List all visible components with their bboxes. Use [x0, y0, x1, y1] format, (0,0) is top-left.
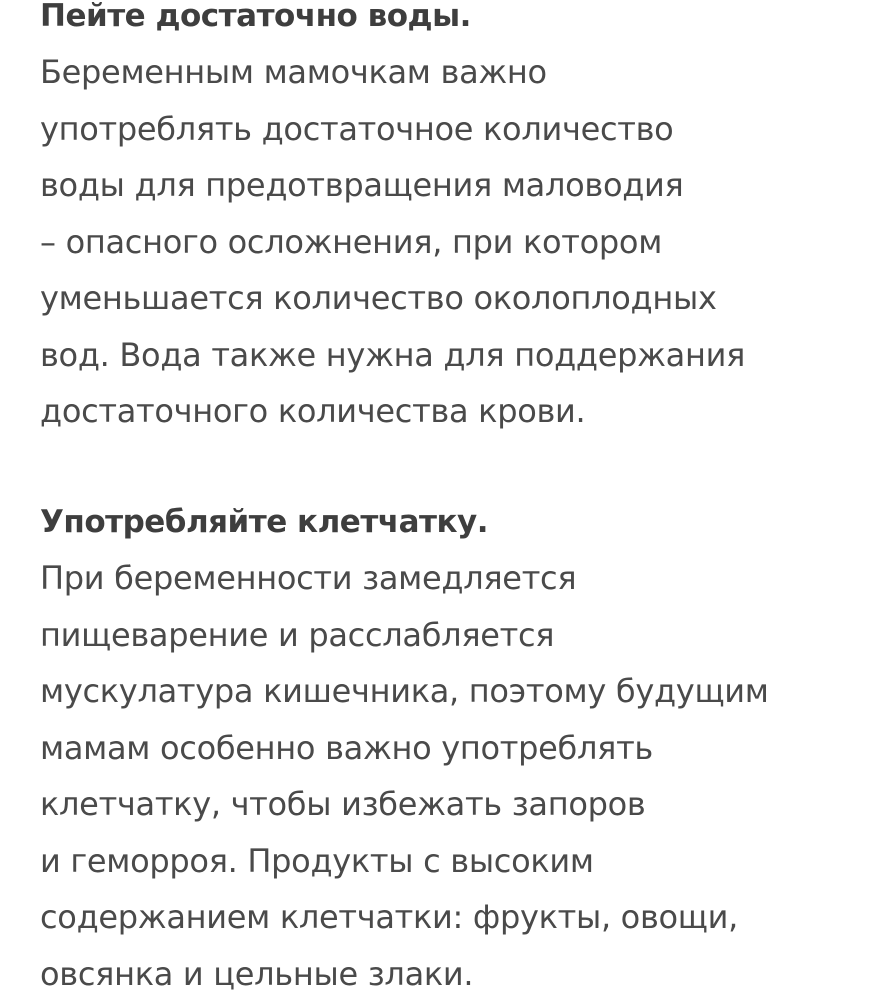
paragraph-line: клетчатку, чтобы избежать запоров	[40, 776, 870, 833]
paragraph-line: пищеварение и расслабляется	[40, 607, 870, 664]
paragraph-line: и геморроя. Продукты с высоким	[40, 833, 870, 890]
paragraph-line: овсянка и цельные злаки.	[40, 946, 870, 1002]
section-heading: Употребляйте клетчатку.	[40, 494, 870, 550]
section-fiber	[40, 494, 870, 1002]
paragraph-line: Беременным мамочкам важно	[40, 44, 870, 101]
section-water	[40, 0, 870, 440]
section-heading: Пейте достаточно воды.	[40, 0, 870, 44]
paragraph-line: содержанием клетчатки: фрукты, овощи,	[40, 889, 870, 946]
paragraph-line: мускулатура кишечника, поэтому будущим	[40, 663, 870, 720]
paragraph-line: употреблять достаточное количество	[40, 101, 870, 158]
paragraph-line: При беременности замедляется	[40, 550, 870, 607]
paragraph-line: достаточного количества крови.	[40, 383, 870, 440]
paragraph-line: воды для предотвращения маловодия	[40, 157, 870, 214]
paragraph-line: мамам особенно важно употреблять	[40, 720, 870, 777]
paragraph-line: вод. Вода также нужна для поддержания	[40, 327, 870, 384]
paragraph-line: уменьшается количество околоплодных	[40, 270, 870, 327]
paragraph-line: – опасного осложнения, при котором	[40, 214, 870, 271]
